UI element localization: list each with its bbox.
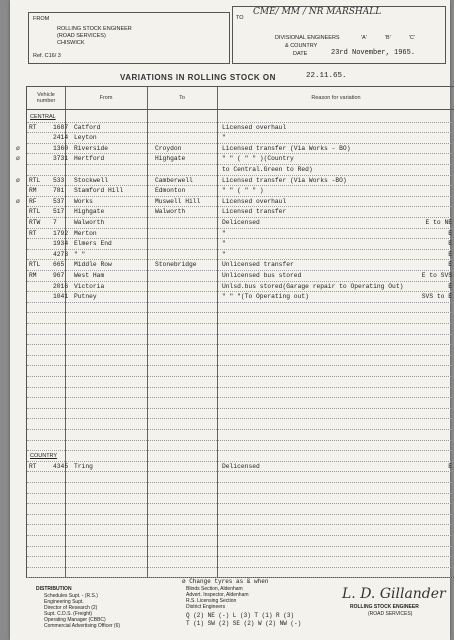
- reference: Ref. C16/ 3: [33, 53, 61, 59]
- date-value: 23rd November, 1965.: [331, 49, 416, 57]
- table-row: [16, 144, 454, 154]
- vehicle-class: RM: [29, 187, 37, 195]
- distribution-item: Operating Manager (CBBC): [44, 617, 106, 623]
- status-code: E: [448, 282, 452, 290]
- vehicle-number: 967: [53, 272, 65, 279]
- from-garage: Tring: [74, 462, 93, 470]
- from-garage: Elmers End: [74, 240, 112, 248]
- reason: Unlicensed bus stored: [222, 272, 302, 279]
- section-heading: CENTRAL: [30, 114, 56, 120]
- division-codes: T (1) SW (2) SE (2) W (2) NW (-): [186, 620, 302, 627]
- from-garage: Works: [74, 197, 93, 205]
- vehicle-number: 7: [53, 219, 57, 226]
- from-garage: Stockwell: [74, 176, 109, 184]
- from-line-2: (ROAD SERVICES): [57, 33, 106, 39]
- distribution-item: Supt. C.D.S. (Freight): [44, 611, 93, 617]
- table-row: [27, 292, 454, 302]
- distribution-item: Schedules Supt. - (R.S.): [44, 593, 98, 599]
- reason: ": [222, 240, 226, 248]
- to-garage: Muswell Hill: [155, 197, 201, 205]
- division-a: 'A': [361, 35, 367, 41]
- table-row: [27, 207, 454, 217]
- to-garage: Croydon: [155, 144, 182, 152]
- to-garage: Highgate: [155, 155, 186, 163]
- status-code: E: [448, 462, 452, 470]
- table-row: [27, 123, 454, 133]
- to-box: [232, 6, 446, 64]
- reason: Licensed overhaul: [222, 197, 287, 205]
- distribution-item: Commercial Advertising Officer (6): [44, 623, 121, 629]
- reason: to Central.Green to Red): [222, 166, 313, 173]
- vehicle-number: 781: [53, 187, 65, 195]
- vehicle-number: 665: [53, 261, 65, 269]
- reason: " " ( " " )(Country: [222, 155, 294, 163]
- from-garage: Hertford: [74, 155, 105, 163]
- table-row: [27, 271, 454, 281]
- division-codes: Q (2) NE (-) L (3) T (1) R (3): [186, 612, 295, 619]
- vehicle-number: 1687: [53, 123, 69, 131]
- table-row: [27, 250, 454, 260]
- table-row: [27, 239, 454, 249]
- vehicle-class: RM: [29, 272, 37, 279]
- status-code: E to SVS: [421, 272, 452, 279]
- distribution-item: Engineering Supt.: [44, 599, 84, 605]
- reason: ": [222, 229, 226, 237]
- section-label: [27, 451, 454, 461]
- vehicle-number: 4345: [53, 462, 69, 470]
- document-sheet: [10, 0, 450, 640]
- distribution-item: Director of Research (2): [44, 605, 98, 611]
- to-garage: Walworth: [155, 208, 186, 216]
- from-garage: Merton: [74, 229, 97, 237]
- tick-mark: ø: [16, 176, 20, 184]
- distribution-item: Advert. Inspector, Aldenham: [186, 592, 249, 598]
- sign-subtitle: (ROAD SERVICES): [368, 611, 413, 617]
- reason: Licensed overhaul: [222, 123, 287, 131]
- table-row: [27, 165, 454, 175]
- to-handwritten: CME/ MM / NR MARSHALL: [253, 7, 382, 17]
- to-label: TO: [236, 15, 244, 21]
- from-garage: West Ham: [74, 272, 105, 279]
- page-title: VARIATIONS IN ROLLING STOCK ON: [120, 73, 276, 82]
- vehicle-class: RTL: [29, 261, 41, 269]
- vehicle-class: RT: [29, 462, 37, 470]
- reason: Delicensed: [222, 462, 260, 470]
- from-garage: Victoria: [74, 282, 105, 290]
- status-code: E: [448, 261, 452, 269]
- from-label: FROM: [33, 16, 50, 22]
- vehicle-number: 3731: [53, 155, 69, 163]
- vehicle-number: 533: [53, 176, 65, 184]
- status-code: E to NE: [425, 219, 452, 226]
- tick-mark: ø: [16, 197, 20, 205]
- vehicle-class: RTL: [29, 208, 41, 216]
- from-box: [28, 12, 230, 64]
- reason: ": [222, 134, 226, 142]
- from-garage: Leyton: [74, 134, 97, 142]
- table-row: [27, 229, 454, 239]
- from-garage: " ": [74, 250, 86, 258]
- reason: Unlsd.bus stored(Garage repair to Operating Out): [222, 282, 404, 290]
- reason: Unlicensed transfer: [222, 261, 294, 269]
- table-row: [27, 462, 454, 472]
- vehicle-class: RT: [29, 229, 37, 237]
- from-garage: Walworth: [74, 219, 105, 226]
- reason: ": [222, 250, 226, 258]
- col-header-vehicle: Vehicle number: [36, 92, 56, 104]
- table-row: [27, 218, 454, 228]
- from-garage: Catford: [74, 123, 101, 131]
- vehicle-number: 4273: [53, 250, 69, 258]
- to-garage: Camberwell: [155, 176, 193, 184]
- reason: " " "(To Operating out): [222, 293, 309, 301]
- vehicle-class: RTL: [29, 176, 41, 184]
- status-code: E: [448, 250, 452, 258]
- vehicle-number: 537: [53, 197, 65, 205]
- distribution-label: DISTRIBUTION: [36, 586, 72, 592]
- title-date: 22.11.65.: [306, 72, 347, 80]
- status-code: SVS to E: [421, 293, 452, 301]
- from-line-3: CHISWICK: [57, 40, 85, 46]
- vehicle-class: RF: [29, 197, 37, 205]
- vehicle-number: 517: [53, 208, 65, 216]
- distribution-item: Blinds Section, Aldenham: [186, 586, 243, 592]
- variations-table: [16, 86, 454, 578]
- col-header-to: To: [179, 95, 185, 101]
- from-garage: Highgate: [74, 208, 105, 216]
- from-line-1: ROLLING STOCK ENGINEER: [57, 26, 132, 32]
- reason: Licensed transfer (Via Works -BO): [222, 176, 347, 184]
- sign-title: ROLLING STOCK ENGINEER: [350, 604, 419, 610]
- table-row: [27, 260, 454, 270]
- reason: Licensed transfer: [222, 208, 287, 216]
- col-header-reason: Reason for variation: [311, 95, 361, 101]
- reason: " " ( " " ): [222, 187, 264, 195]
- vehicle-number: 1792: [53, 229, 69, 237]
- table-row: [16, 176, 454, 186]
- vehicle-number: 1041: [53, 293, 69, 301]
- division-b: 'B': [385, 35, 391, 41]
- status-code: E: [448, 240, 452, 248]
- division-c: 'C': [409, 35, 416, 41]
- signature: L. D. Gillander: [342, 586, 446, 602]
- section-heading: COUNTRY: [30, 453, 58, 460]
- status-code: E: [448, 229, 452, 237]
- vehicle-number: 2016: [53, 282, 69, 290]
- vehicle-class: RT: [29, 123, 37, 131]
- to-line-2: & COUNTRY: [285, 43, 318, 49]
- to-garage: Stonebridge: [155, 261, 197, 269]
- tick-mark: ø: [16, 144, 20, 152]
- vehicle-number: 1360: [53, 144, 69, 152]
- col-header-from: From: [99, 95, 113, 101]
- table-row: [16, 197, 454, 207]
- vehicle-number: 2414: [53, 134, 69, 142]
- from-garage: Putney: [74, 293, 97, 301]
- distribution-item: R.S. Licensing Section: [186, 598, 237, 604]
- tick-mark: ø: [16, 155, 20, 163]
- table-row: [27, 282, 454, 292]
- reason: Licensed transfer (Via Works - BO): [222, 144, 351, 152]
- vehicle-class: RTW: [29, 219, 41, 226]
- to-garage: Edmonton: [155, 187, 186, 195]
- from-garage: Middle Row: [74, 261, 112, 269]
- from-garage: Stamford Hill: [74, 187, 124, 195]
- table-row: [27, 186, 454, 196]
- to-line-1: DIVISIONAL ENGINEERS: [275, 35, 340, 41]
- table-row: [27, 133, 454, 143]
- table-row: [16, 154, 454, 164]
- tyre-note: ø Change tyres as & when: [182, 578, 269, 585]
- vehicle-number: 1934: [53, 240, 69, 248]
- date-label: DATE: [293, 51, 308, 57]
- reason: Delicensed: [222, 219, 260, 226]
- distribution-item: District Engineers: [186, 604, 226, 610]
- section-label: [27, 112, 454, 122]
- from-garage: Riverside: [74, 144, 109, 152]
